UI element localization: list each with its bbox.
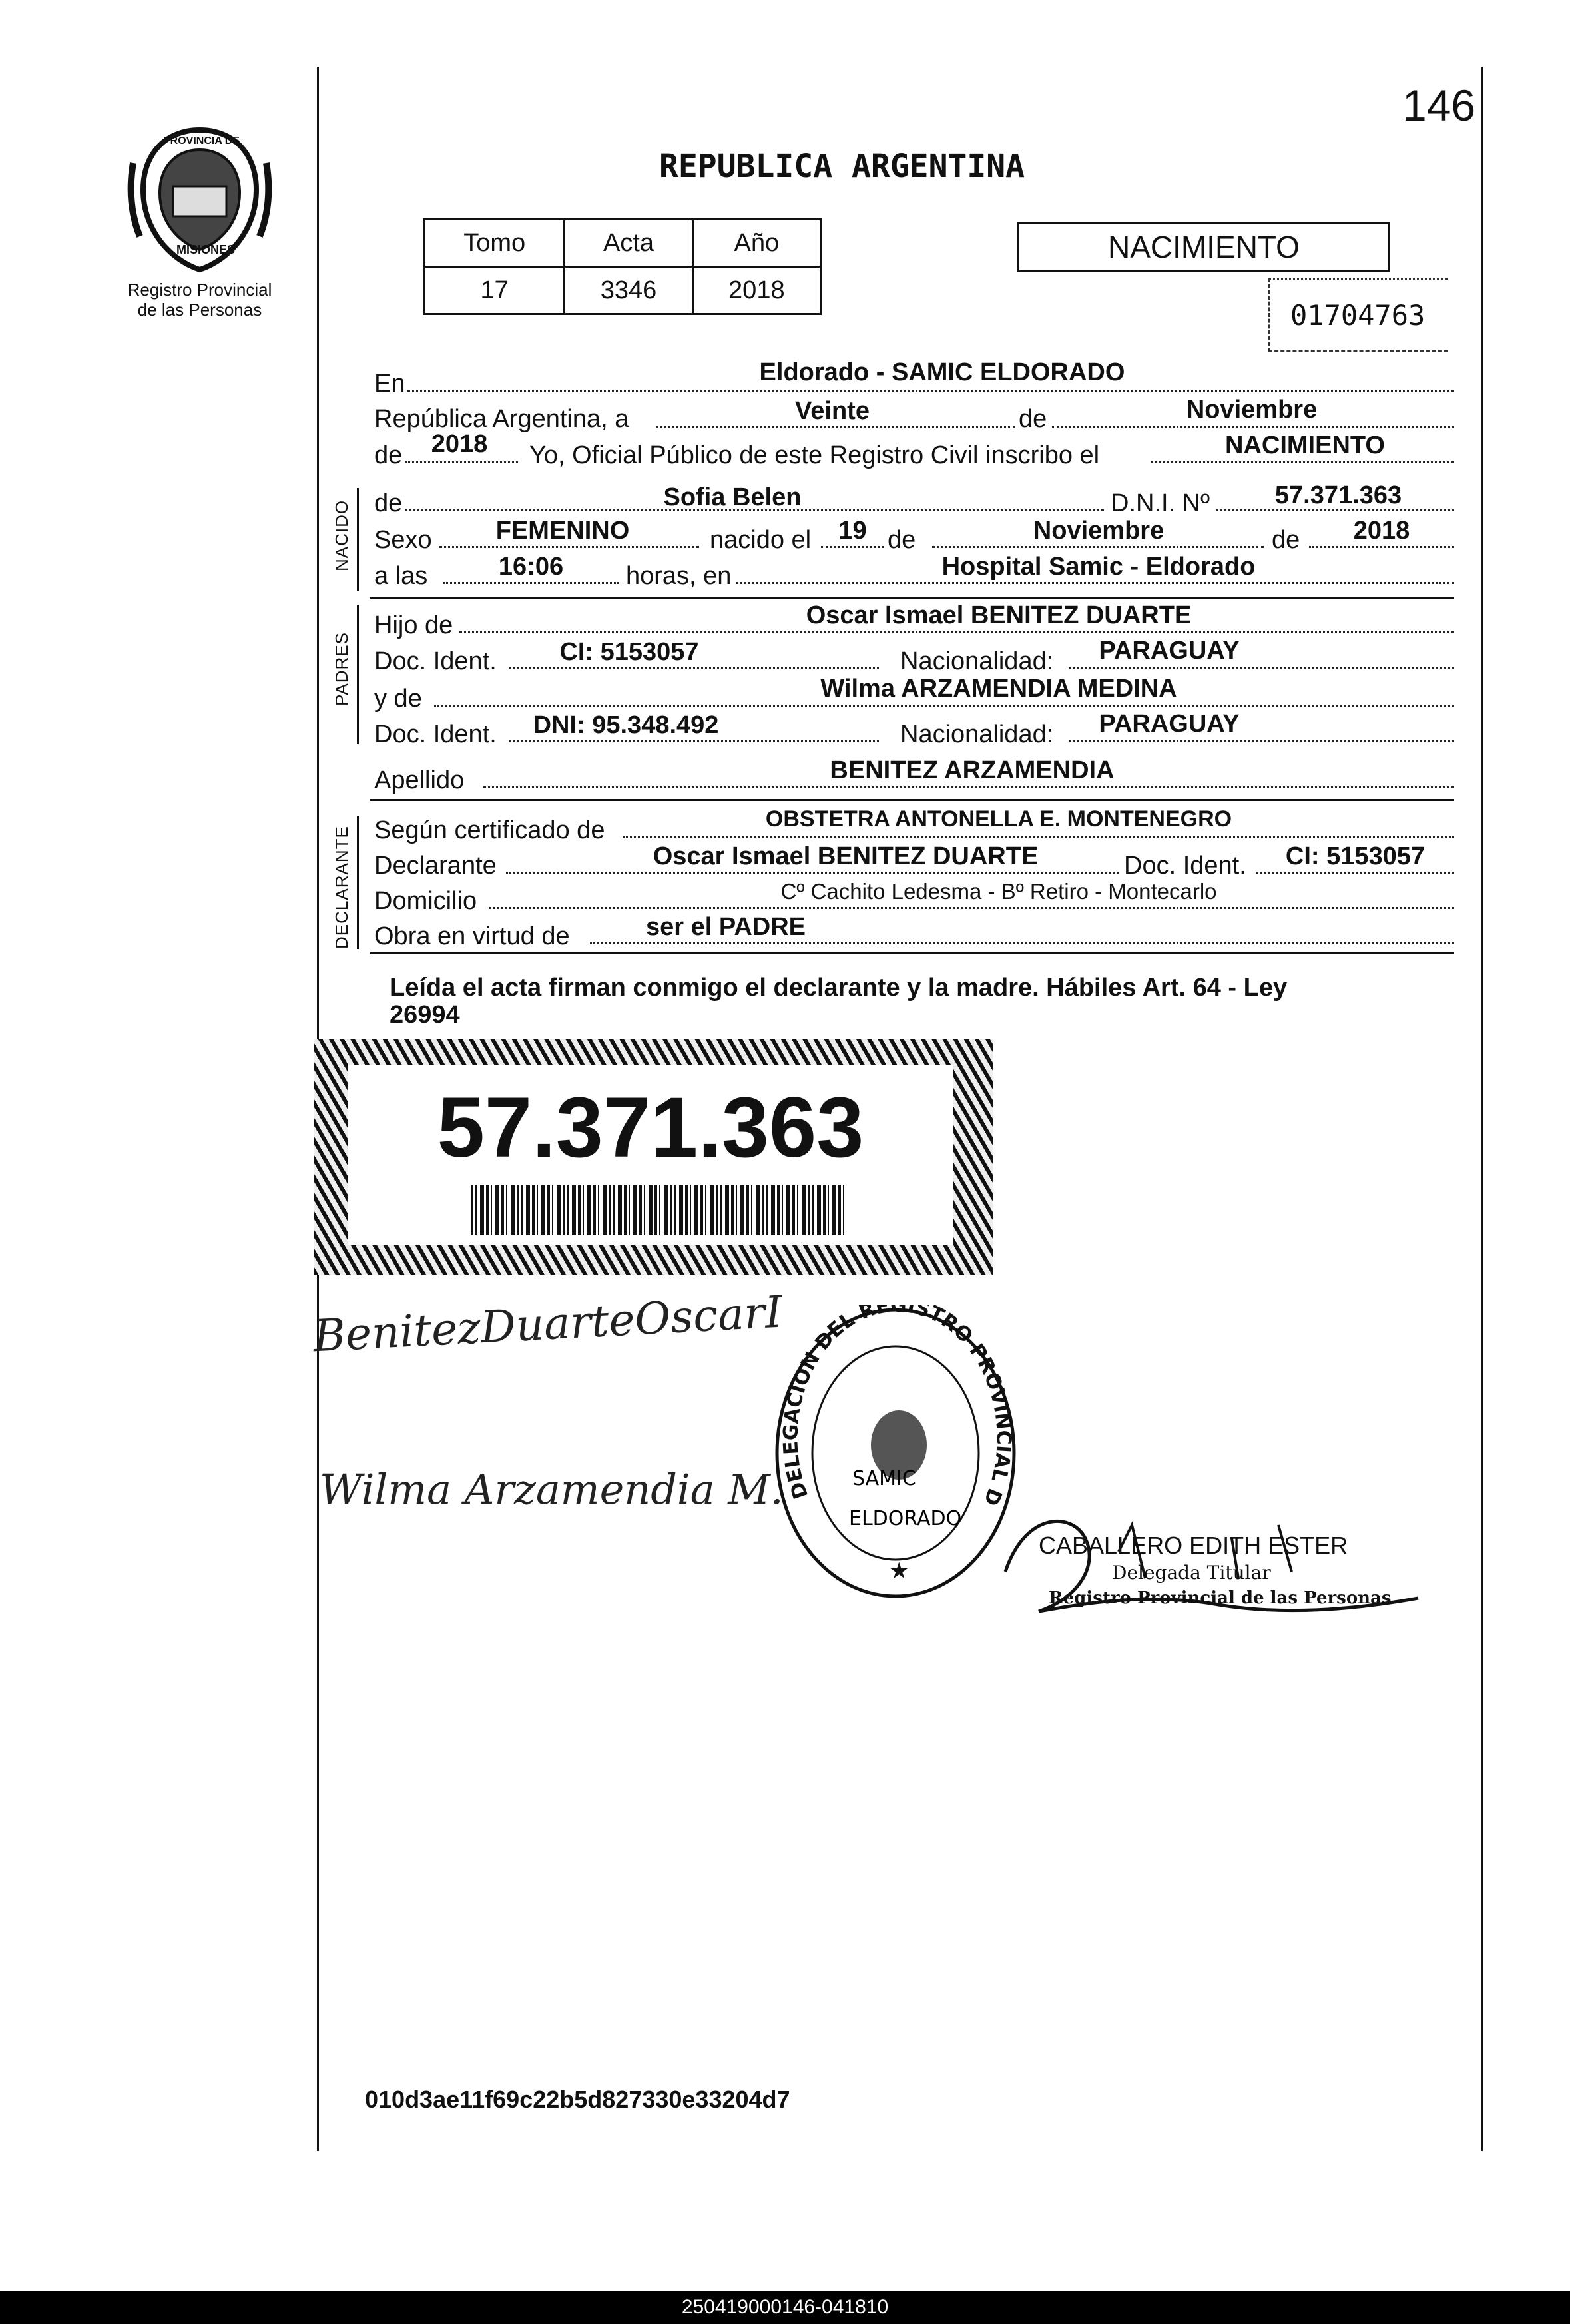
control-number: 01704763: [1290, 299, 1426, 332]
table-value-ano: 2018: [692, 267, 820, 314]
day-value: Veinte: [795, 397, 870, 425]
de3-label: de: [374, 489, 403, 517]
closing-line-2: 26994: [390, 1001, 460, 1029]
emblem-bottom-text: MISIONES: [176, 243, 236, 256]
place-value: Hospital Samic - Eldorado: [941, 553, 1256, 581]
declarant-value: Oscar Ismael BENITEZ DUARTE: [653, 842, 1039, 870]
seal-inner-bottom: ELDORADO: [849, 1507, 962, 1530]
domicile-dots: [489, 907, 1454, 909]
nacido-side-label: NACIDO: [332, 499, 352, 571]
declarant-doc-dots: [1256, 872, 1454, 874]
nac2-label: Nacionalidad:: [900, 721, 1054, 748]
place-dots: [736, 582, 1454, 584]
declarante-section-line: [357, 816, 359, 949]
sexo-label: Sexo: [374, 526, 432, 554]
horas-label: horas, en: [626, 562, 732, 590]
padres-side-label: PADRES: [332, 632, 352, 706]
officer-title: Delegada Titular: [1112, 1562, 1271, 1584]
closing-line-1: Leída el acta firman conmigo el declarante y la madre. Hábiles Art. 64 - Ley: [390, 974, 1288, 1002]
doc2-label: Doc. Ident.: [374, 721, 497, 748]
sticker-number: 57.371.363: [437, 1080, 864, 1175]
emblem-top-text: PROVINCIA DE: [163, 135, 240, 146]
mother-nat-dots: [1069, 740, 1454, 742]
birth-month: Noviembre: [1033, 517, 1165, 545]
de4-label: de: [888, 526, 916, 554]
father-signature: BenitezDuarteOscarI: [312, 1286, 784, 1362]
seal-inner-top: SAMIC: [852, 1467, 916, 1490]
republica-label: República Argentina, a: [374, 405, 629, 433]
logo-caption-2: de las Personas: [137, 300, 262, 320]
declarant-dots: [506, 872, 1119, 874]
document-hash: 010d3ae11f69c22b5d827330e33204d7: [365, 2086, 790, 2113]
officer-stamp: [999, 1498, 1425, 1651]
nac1-label: Nacionalidad:: [900, 647, 1054, 675]
officer-name: CABALLERO EDITH ESTER: [1039, 1532, 1348, 1559]
table-header-acta: Acta: [565, 220, 692, 267]
dni-label: D.N.I. Nº: [1111, 489, 1210, 517]
svg-text:★: ★: [889, 1558, 910, 1584]
birth-day: 19: [838, 517, 867, 545]
seal-icon: [772, 1305, 1019, 1601]
day-dots: [656, 426, 1015, 428]
mother-doc-dots: [509, 740, 879, 742]
divider-2: [370, 799, 1454, 801]
father-name: Oscar Ismael BENITEZ DUARTE: [806, 601, 1192, 629]
year-value: 2018: [431, 430, 488, 458]
father-doc: CI: 5153057: [559, 638, 699, 666]
divider-3: [370, 952, 1454, 954]
father-nat-dots: [1069, 667, 1454, 669]
mother-doc: DNI: 95.348.492: [533, 711, 719, 739]
dni-sticker: [314, 1039, 993, 1275]
footer-code: 250419000146-041810: [681, 2296, 889, 2318]
child-name: Sofia Belen: [663, 483, 802, 511]
domicilio-label: Domicilio: [374, 887, 477, 915]
inscribe-dots: [1151, 461, 1454, 463]
right-margin-line: [1481, 67, 1483, 2151]
declarante-label: Declarante: [374, 852, 497, 880]
sexo-value: FEMENINO: [495, 517, 630, 545]
registry-logo: [120, 123, 280, 276]
month-dots: [1052, 426, 1454, 428]
declarante-side-label: DECLARANTE: [332, 826, 352, 949]
doc1-label: Doc. Ident.: [374, 647, 497, 675]
apellido-label: Apellido: [374, 766, 465, 794]
table-header-tomo: Tomo: [425, 220, 565, 267]
padres-section-line: [357, 605, 359, 744]
yde-label: y de: [374, 685, 422, 713]
birth-year: 2018: [1353, 517, 1410, 545]
logo-caption-1: Registro Provincial: [127, 280, 272, 300]
act-type-label: NACIMIENTO: [1108, 230, 1300, 264]
obra-dots: [590, 942, 1454, 944]
father-doc-dots: [509, 667, 879, 669]
yo-text: Yo, Oficial Público de este Registro Civil inscribo el: [529, 441, 1100, 469]
mother-nat: PARAGUAY: [1099, 710, 1240, 738]
table-value-tomo: 17: [425, 267, 565, 314]
certificate-dots: [623, 836, 1454, 838]
divider-1: [370, 597, 1454, 599]
page-title: REPUBLICA ARGENTINA: [659, 148, 1025, 185]
doc3-label: Doc. Ident.: [1124, 852, 1246, 880]
time-dots: [443, 582, 619, 584]
sticker-inner: [348, 1065, 953, 1245]
father-dots: [459, 631, 1454, 633]
month-value: Noviembre: [1186, 396, 1318, 424]
table-header-ano: Año: [692, 220, 820, 267]
dni-value: 57.371.363: [1274, 481, 1402, 509]
mother-dots: [434, 705, 1454, 707]
sexo-dots: [439, 546, 699, 548]
year-dots: [405, 461, 518, 463]
nacido-section-line: [357, 488, 359, 591]
hijo-label: Hijo de: [374, 611, 453, 639]
birth-year-dots: [1309, 546, 1454, 548]
surname-value: BENITEZ ARZAMENDIA: [830, 756, 1115, 784]
en-dots: [407, 390, 1454, 392]
officer-registry: Registro Provincial de las Personas: [1049, 1588, 1392, 1608]
obra-label: Obra en virtud de: [374, 922, 570, 950]
de5-label: de: [1272, 526, 1300, 554]
father-nat: PARAGUAY: [1099, 637, 1240, 665]
page-number: 146: [1402, 81, 1476, 130]
birth-day-dots: [821, 546, 884, 548]
act-type-box: [1017, 222, 1390, 272]
en-label: En: [374, 370, 405, 398]
registry-table: [423, 218, 822, 315]
en-value: Eldorado - SAMIC ELDORADO: [759, 358, 1125, 386]
seal-outer-text: DELEGACION DEL REGISTRO PROVINCIAL D: [779, 1305, 1015, 1509]
declarant-doc: CI: 5153057: [1285, 842, 1426, 870]
mother-name: Wilma ARZAMENDIA MEDINA: [820, 675, 1177, 703]
dni-dots: [1216, 509, 1454, 511]
surname-dots: [483, 786, 1454, 788]
sticker-barcode: [471, 1185, 844, 1235]
inscribe-value: NACIMIENTO: [1225, 432, 1385, 459]
table-value-acta: 3346: [565, 267, 692, 314]
alas-label: a las: [374, 562, 428, 590]
footer-bar: [0, 2291, 1570, 2324]
mother-signature: Wilma Arzamendia M.: [320, 1465, 784, 1514]
birth-month-dots: [932, 546, 1264, 548]
de2-label: de: [374, 441, 403, 469]
delegation-seal: [772, 1305, 1019, 1601]
segun-label: Según certificado de: [374, 816, 605, 844]
domicile-value: Cº Cachito Ledesma - Bº Retiro - Montecarlo: [780, 879, 1217, 904]
de-label: de: [1019, 405, 1047, 433]
certificate-value: OBSTETRA ANTONELLA E. MONTENEGRO: [765, 806, 1232, 832]
control-number-stamp: [1268, 278, 1448, 352]
obra-value: ser el PADRE: [645, 913, 806, 941]
time-value: 16:06: [498, 553, 564, 581]
nacido-label: nacido el: [710, 526, 812, 554]
